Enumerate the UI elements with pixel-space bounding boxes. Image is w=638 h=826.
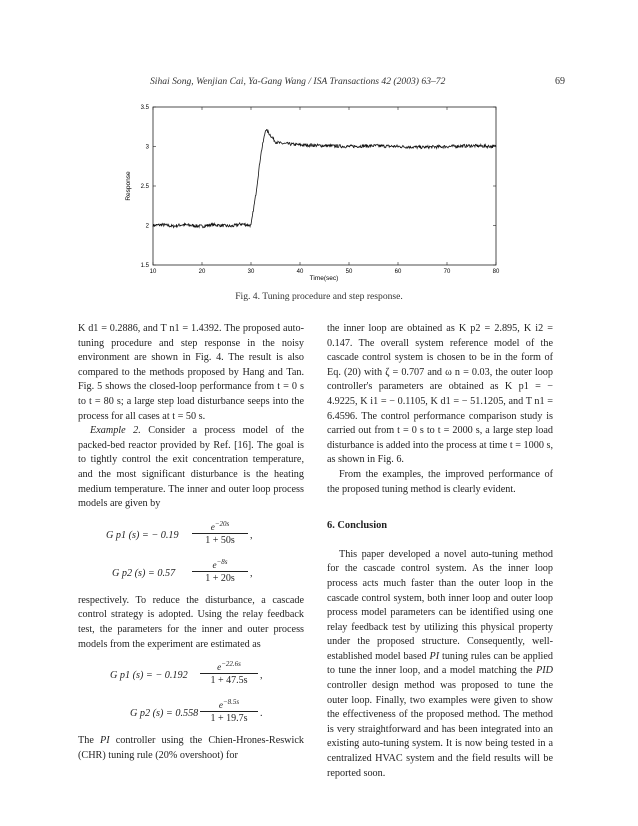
figure-caption: Fig. 4. Tuning procedure and step response.	[235, 291, 403, 302]
eq4-fraction	[200, 696, 258, 725]
x-tick-label: 30	[247, 269, 255, 275]
eq2-lhs: G p2 (s) = 0.57	[112, 567, 176, 579]
step-response-figure	[100, 96, 510, 286]
eq4-lhs: G p2 (s) = 0.558	[130, 708, 199, 720]
eq3-numerator: $e^{-22.6s}$	[217, 660, 241, 673]
response-line	[153, 129, 496, 227]
running-header	[0, 76, 638, 90]
y-tick-label: 2.5	[140, 184, 149, 190]
eq3-lhs: G p1 (s) = − 0.192	[110, 670, 188, 682]
left-paragraph-2	[78, 424, 304, 512]
x-axis-label: Time(sec)	[309, 275, 339, 282]
equation-3	[78, 658, 304, 690]
example-text: Consider a process model of the packed-bed reactor provided by Ref. [16]. The goal is to tightly control the exit concentration temperature, and the most significant disturbance is the heating medium temperature. The inner and outer loop process models are given by	[78, 425, 304, 510]
eq2-numerator: $e^{-8s}$	[212, 557, 228, 570]
page-number: 69	[555, 76, 565, 87]
x-tick-label: 40	[296, 269, 304, 275]
eq3-tail: ,	[260, 670, 263, 682]
eq4-denominator: 1 + 19.7s	[200, 711, 258, 725]
plot-frame	[153, 107, 496, 265]
eq4-numerator: $e^{-8.5s}$	[218, 698, 240, 711]
section-heading-conclusion: 6. Conclusion	[327, 520, 388, 532]
right-paragraph-1: the inner loop are obtained as K p2 = 2.895, K i2 = 0.147. The overall system reference model of the cascade control system is chosen to be in the form of Eq. (20) with ζ = 0.707 and ω n = 0.03, the outer loop controller's parameters are obtained as K p1 = − 4.9225, K i1 = − 0.1105, K d1 = − 51.1205, and T n1 = 6.4596. The control performance comparison study is carried out from t = 0 s to t = 2000 s, a large step load disturbance is added into the process at time t = 1000 s, as shown in Fig. 6.	[327, 323, 553, 466]
y-tick-label: 1.5	[140, 263, 149, 269]
eq1-denominator: 1 + 50s	[192, 533, 248, 547]
y-tick-label: 3.5	[140, 105, 149, 111]
left-paragraph-4: The PI controller using the Chien-Hrones-Reswick (CHR) tuning rule (20% overshoot) for	[78, 735, 304, 761]
equation-4	[78, 696, 304, 728]
eq3-fraction	[200, 658, 258, 687]
conclusion-paragraph: This paper developed a novel auto-tuning method for the cascade control system. As the inner loop process acts much faster than the outer loop in the cascade control system, both inner loop and outer loop process model parameters can be identified using one relay feedback test by utilizing this physical property under the proposed structure. Consequently, well-established model based PI tuning rules can be applied to tune the inner loop, and a model matching the PID controller design method was proposed to tune the outer loop. Finally, two examples were given to show the effectiveness of the proposed method. The method is very straightforward and has been integrated into an existing auto-tuning system. It is now being tested in a centralized HVAC system and the field results will be reported soon.	[327, 548, 553, 779]
eq1-numerator: $e^{-20s}$	[210, 519, 230, 532]
right-column	[327, 322, 553, 781]
left-paragraph-1: K d1 = 0.2886, and T n1 = 1.4392. The proposed auto-tuning procedure and step response in the noisy environment are shown in Fig. 4. The result is also compared to the methods proposed by Hang and Tan. Fig. 5 shows the closed-loop performance from t = 0 s to t = 80 s; a large step load disturbance seeps into the process for all cases at t = 50 s.	[78, 323, 304, 422]
y-tick-label: 2	[145, 223, 149, 230]
eq2-fraction	[192, 556, 248, 585]
eq1-lhs: G p1 (s) = − 0.19	[106, 529, 179, 541]
x-tick-label: 70	[443, 269, 451, 275]
x-axis	[150, 107, 500, 275]
eq1-tail: ,	[250, 529, 253, 541]
x-tick-label: 50	[345, 269, 353, 275]
equation-2	[78, 556, 304, 588]
eq2-tail: ,	[250, 567, 253, 579]
eq4-tail: .	[260, 708, 263, 720]
x-tick-label: 80	[492, 269, 500, 275]
example-label: Example 2.	[90, 425, 141, 437]
y-axis	[141, 105, 496, 269]
y-axis-label: Response	[125, 171, 132, 201]
x-tick-label: 20	[198, 269, 206, 275]
y-tick-label: 3	[145, 144, 149, 151]
eq2-denominator: 1 + 20s	[192, 571, 248, 585]
left-paragraph-3: respectively. To reduce the disturbance, a cascade control strategy is adopted. Using the relay feedback test, the parameters for the inner and outer process models from the experiment are estimated as	[78, 594, 304, 650]
eq1-fraction	[192, 518, 248, 547]
x-tick-label: 10	[149, 269, 157, 275]
left-column	[78, 322, 304, 763]
equation-1	[78, 518, 304, 550]
running-head: Sihai Song, Wenjian Cai, Ya-Gang Wang / ISA Transactions 42 (2003) 63–72	[150, 76, 446, 87]
right-paragraph-2: From the examples, the improved performance of the proposed tuning method is clearly evident.	[327, 468, 553, 495]
x-tick-label: 60	[394, 269, 402, 275]
eq3-denominator: 1 + 47.5s	[200, 673, 258, 687]
